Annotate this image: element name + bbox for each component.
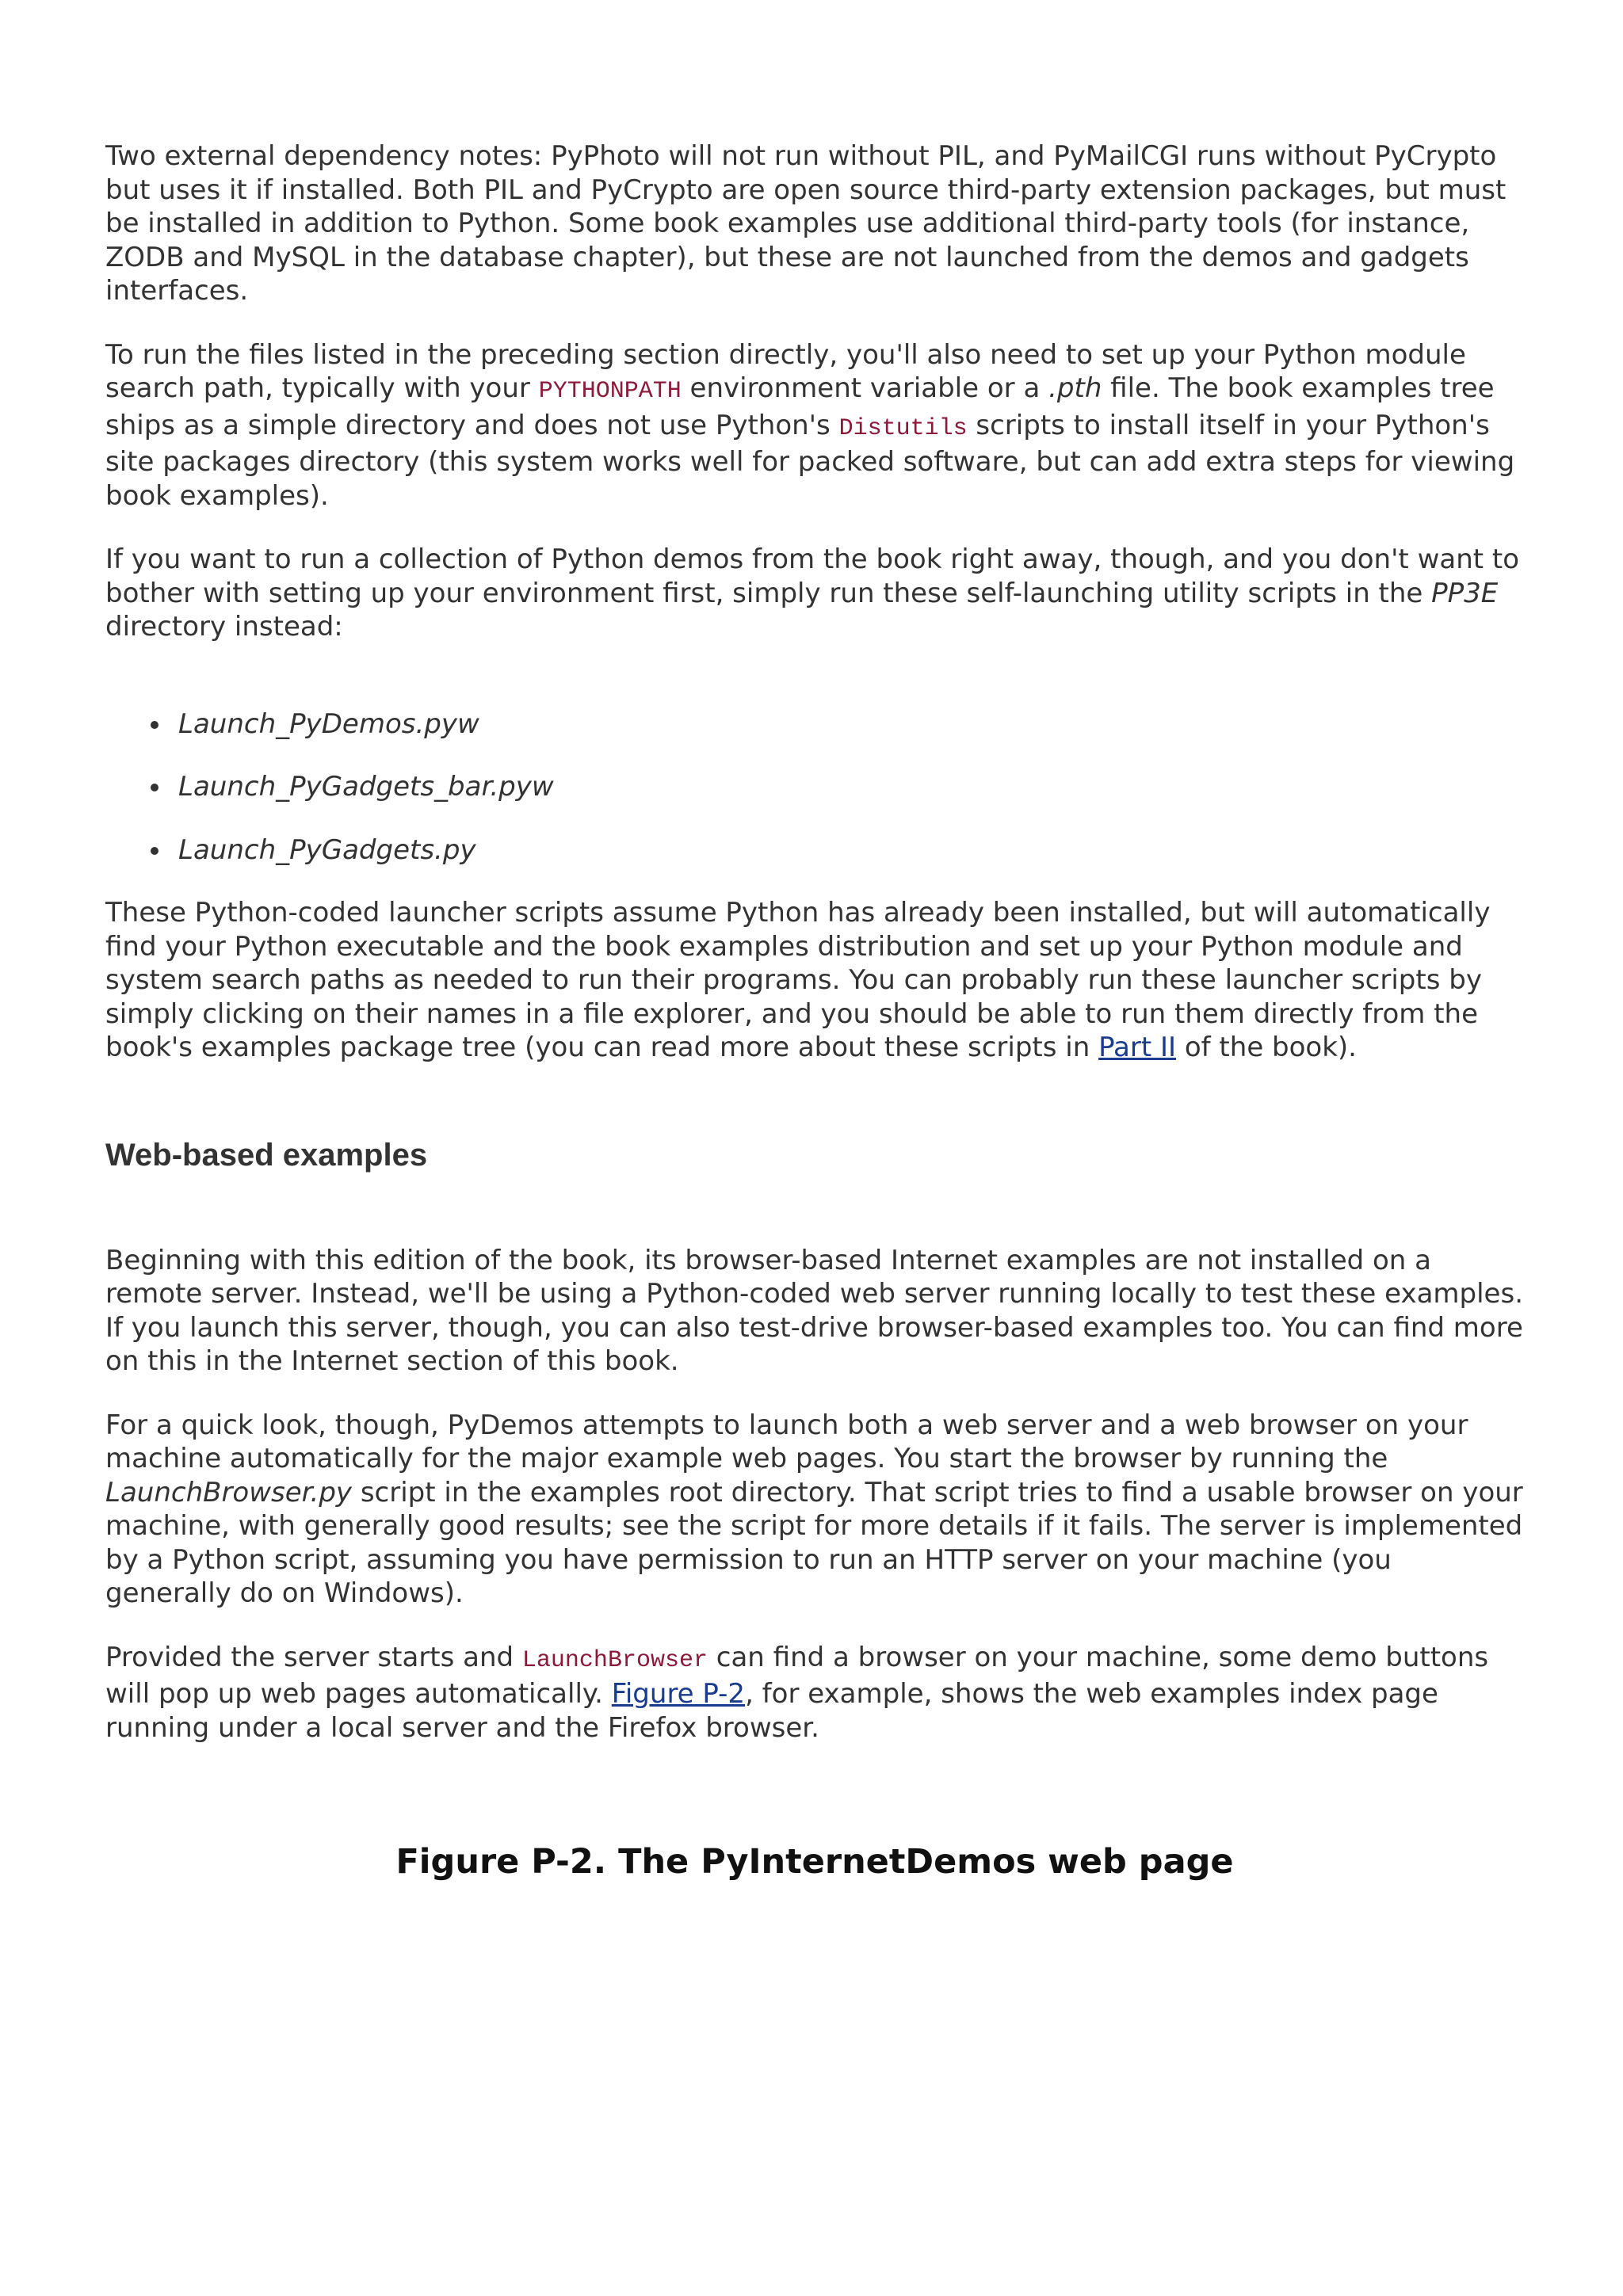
filename-launchbrowser: LaunchBrowser.py: [105, 1476, 353, 1508]
filename-pth: .pth: [1048, 372, 1102, 404]
code-pythonpath: PYTHONPATH: [538, 378, 682, 405]
paragraph-server-starts: Provided the server starts and LaunchBrowser can find a browser on your machine, some demo buttons will pop up web pages automatically. Figure P-2, for example, shows the web examples index page running under a local server and the Firefox browser.: [105, 1641, 1489, 1744]
paragraph-module-search-path: To run the files listed in the preceding section directly, you'll also need to set up your Python module search path, typically with your PYTHONPATH environment variable or a .pth file. The book examples tree ships as a simple directory and does not use Python's Distutils scripts to install itself in your Python's site packages directory (this system works well for packed software, but can add extra steps for viewing book examples).: [105, 338, 1515, 512]
section-heading: Web-based examples: [105, 1137, 428, 1173]
figure-p2-link[interactable]: Figure P-2: [611, 1678, 746, 1710]
paragraph-run-demos: If you want to run a collection of Python demos from the book right away, though, and you don't want to bother with setting up your environment first, simply run these self-launching utility scripts in the PP3E directory instead:: [105, 543, 1520, 643]
paragraph-dependency-notes: Two external dependency notes: PyPhoto will not run without PIL, and PyMailCGI runs without PyCrypto but uses it if installed. Both PIL and PyCrypto are open source third-party extension packages, but must be installed in addition to Python. Some book examples use additional third-party tools (for instance, ZODB and MySQL in the database chapter), but these are not launched from the demos and gadgets interfaces.: [105, 140, 1507, 307]
launcher-script-name: Launch_PyDemos.pyw: [178, 707, 479, 740]
paragraph-quick-look: For a quick look, though, PyDemos attempts to launch both a web server and a web browser on your machine automatically for the major example web pages. You start the browser by running the LaunchBrowser.py script in the examples root directory. That script tries to find a usable browser on your machine, with generally good results; see the script for more details if it fails. The server is implemented by a Python script, assuming you have permission to run an HTTP server on your machine (you generally do on Windows).: [105, 1409, 1523, 1609]
list-item: [178, 770, 1524, 804]
list-item: [178, 707, 1524, 742]
code-launchbrowser: LaunchBrowser: [521, 1646, 708, 1674]
code-distutils: Distutils: [838, 414, 968, 442]
part-ii-link[interactable]: Part II: [1098, 1032, 1177, 1063]
paragraph-launcher-scripts: These Python-coded launcher scripts assume Python has already been installed, but will automatically find your Python executable and the book examples distribution and set up your Python module and system search paths as needed to run their programs. You can probably run these launcher scripts by simply clicking on their names in a file explorer, and you should be able to run them directly from the book's examples package tree (you can read more about these scripts in Part II of the book).: [105, 897, 1491, 1063]
launcher-script-name: Launch_PyGadgets_bar.pyw: [178, 771, 554, 803]
launcher-script-name: Launch_PyGadgets.py: [178, 833, 476, 866]
document-page: [105, 139, 1524, 1882]
paragraph-browser-examples: Beginning with this edition of the book, its browser-based Internet examples are not installed on a remote server. Instead, we'll be using a Python-coded web server running locally to test these examples. If you launch this server, though, you can also test-drive browser-based examples too. You can find more on this in the Internet section of this book.: [105, 1244, 1524, 1377]
figure-caption: Figure P-2. The PyInternetDemos web page: [395, 1842, 1234, 1882]
list-item: [178, 833, 1524, 868]
directory-pp3e: PP3E: [1431, 577, 1499, 609]
launcher-script-list: [105, 707, 1524, 868]
